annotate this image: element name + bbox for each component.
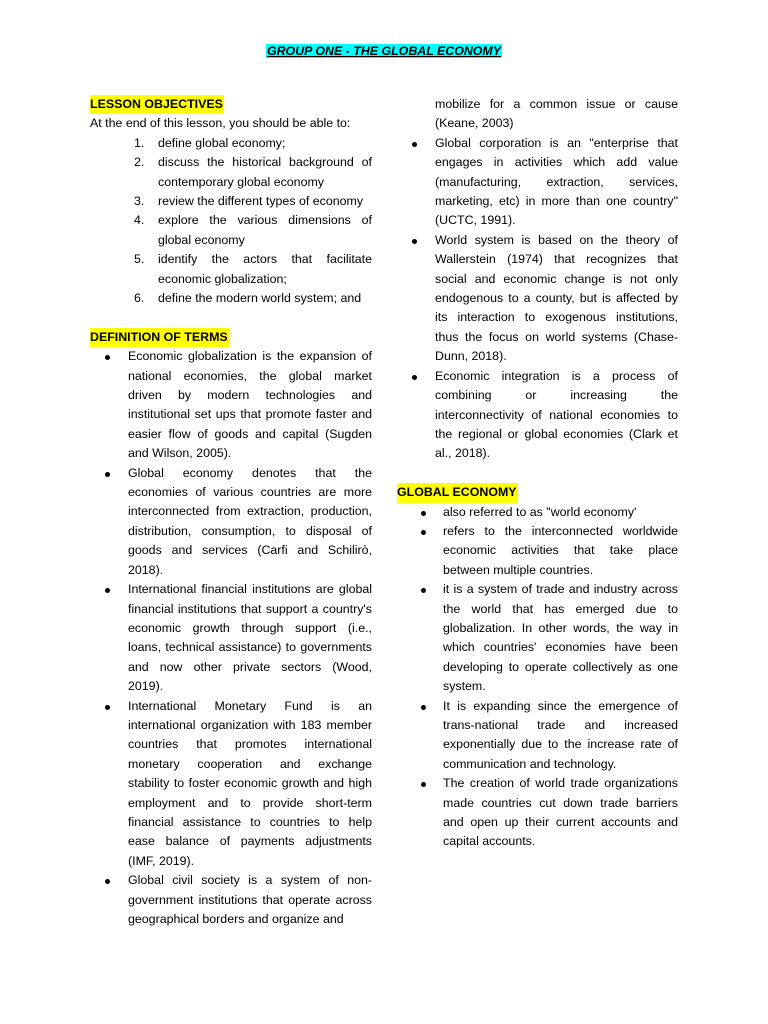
definition-text: International financial institutions are global financial institutions that support a country's economic growth through support (i.e., loans, technical assistance) to governments and now other private sectors (Wood, 2019). — [128, 582, 372, 694]
bullet-icon — [105, 588, 110, 593]
global-economy-item — [397, 503, 678, 522]
definition-text: Economic integration is a process of combining or increasing the interconnectivity of national economies to the regional or global economies (Clark et al., 2018). — [435, 368, 678, 461]
bullet-icon — [412, 239, 417, 244]
global-economy-item — [397, 522, 678, 580]
objective-number: 6. — [134, 291, 145, 306]
right-column — [397, 95, 678, 852]
section-spacer — [397, 464, 678, 483]
bullet-icon — [105, 472, 110, 477]
global-economy-item — [397, 697, 678, 775]
objective-item — [90, 192, 372, 211]
global-economy-text: It is expanding since the emergence of trans-national trade and increased exponentially due to the increase rate of communication and technology. — [443, 698, 678, 771]
bullet-icon — [421, 530, 426, 535]
global-economy-text: The creation of world trade organizations made countries cut down trade barriers and open up their current accounts and capital accounts. — [443, 776, 678, 849]
global-economy-text: it is a system of trade and industry across the world that has emerged due to globalization. In other words, the way in which countries' economies have been developing to operate collectively as one system. — [443, 582, 678, 694]
global-economy-heading — [397, 483, 678, 502]
objective-text: review the different types of economy — [158, 194, 364, 209]
bullet-icon — [421, 705, 426, 710]
objective-item — [90, 153, 372, 192]
objective-text: define global economy; — [158, 135, 286, 150]
bullet-icon — [421, 511, 426, 516]
global-economy-list — [397, 503, 678, 852]
document-title-text: GROUP ONE - THE GLOBAL ECONOMY — [266, 44, 502, 58]
objectives-list — [90, 134, 372, 309]
definition-text: World system is based on the theory of Wallerstein (1974) that recognizes that social and economic change is not only endogenous to a county, but is affected by its interaction to exogenous institutions, thus the focus on world systems (Chase-Dunn, 2018). — [435, 232, 678, 364]
definition-text: International Monetary Fund is an international organization with 183 member countries that promotes international monetary cooperation and exchange stability to foster economic growth and high employment and to provide short-term financial assistance to countries to help ease balance of payments adjustments (IMF, 2019). — [128, 698, 372, 868]
definition-text: Global economy denotes that the economies of various countries are more interconnected from extraction, production, distribution, consumption, to disposal of goods and services (Carfi and Schilirò, 2018). — [128, 465, 372, 577]
objective-number: 3. — [134, 194, 145, 209]
lesson-objectives-heading — [90, 95, 372, 114]
global-economy-item — [397, 774, 678, 852]
objective-number: 4. — [134, 213, 145, 228]
definition-text: Economic globalization is the expansion of national economies, the global market driven by modern technologies and institutional set ups that promote faster and easier flow of goods and capital (Sugden and Wilson, 2005). — [128, 349, 372, 461]
definitions-list — [90, 347, 372, 929]
definition-item — [397, 231, 678, 367]
definition-continuation: mobilize for a common issue or cause (Keane, 2003) — [435, 97, 678, 131]
objective-item — [90, 211, 372, 250]
global-economy-heading-text: GLOBAL ECONOMY — [397, 483, 518, 502]
definition-item — [90, 697, 372, 872]
global-economy-text: also referred to as "world economy' — [443, 504, 637, 519]
bullet-icon — [105, 355, 110, 360]
definition-item — [90, 347, 372, 463]
definition-of-terms-heading — [90, 328, 372, 347]
objective-text: discuss the historical background of contemporary global economy — [158, 155, 372, 189]
bullet-icon — [105, 879, 110, 884]
global-economy-text: refers to the interconnected worldwide economic activities that take place between multiple countries. — [443, 523, 678, 577]
left-column — [90, 95, 372, 929]
lesson-objectives-heading-text: LESSON OBJECTIVES — [90, 95, 224, 114]
definition-item — [397, 367, 678, 464]
objective-number: 2. — [134, 155, 145, 170]
definition-text: Global civil society is a system of non-government institutions that operate across geographical borders and organize and — [128, 873, 372, 927]
definition-text: Global corporation is an "enterprise that engages in activities which add value (manufacturing, extraction, services, marketing, etc) in more than one country" (UCTC, 1991). — [435, 135, 678, 228]
bullet-icon — [421, 588, 426, 593]
definition-of-terms-heading-text: DEFINITION OF TERMS — [90, 328, 229, 347]
definition-item — [397, 134, 678, 231]
definition-item — [90, 464, 372, 580]
objective-text: explore the various dimensions of global economy — [158, 213, 372, 247]
bullet-icon — [421, 782, 426, 787]
bullet-icon — [412, 142, 417, 147]
objective-number: 1. — [134, 135, 145, 150]
objective-item — [90, 134, 372, 153]
global-economy-item — [397, 580, 678, 696]
objective-text: define the modern world system; and — [158, 291, 362, 306]
section-spacer — [90, 308, 372, 327]
objective-text: identify the actors that facilitate economic globalization; — [158, 252, 372, 286]
definition-item — [90, 871, 372, 929]
bullet-icon — [412, 375, 417, 380]
bullet-icon — [105, 705, 110, 710]
objective-number: 5. — [134, 252, 145, 267]
objective-item — [90, 250, 372, 289]
definitions-list-continued — [397, 134, 678, 464]
lesson-objectives-intro: At the end of this lesson, you should be able to: — [90, 116, 351, 131]
document-title — [0, 44, 768, 58]
definition-item — [90, 580, 372, 696]
objective-item — [90, 289, 372, 308]
